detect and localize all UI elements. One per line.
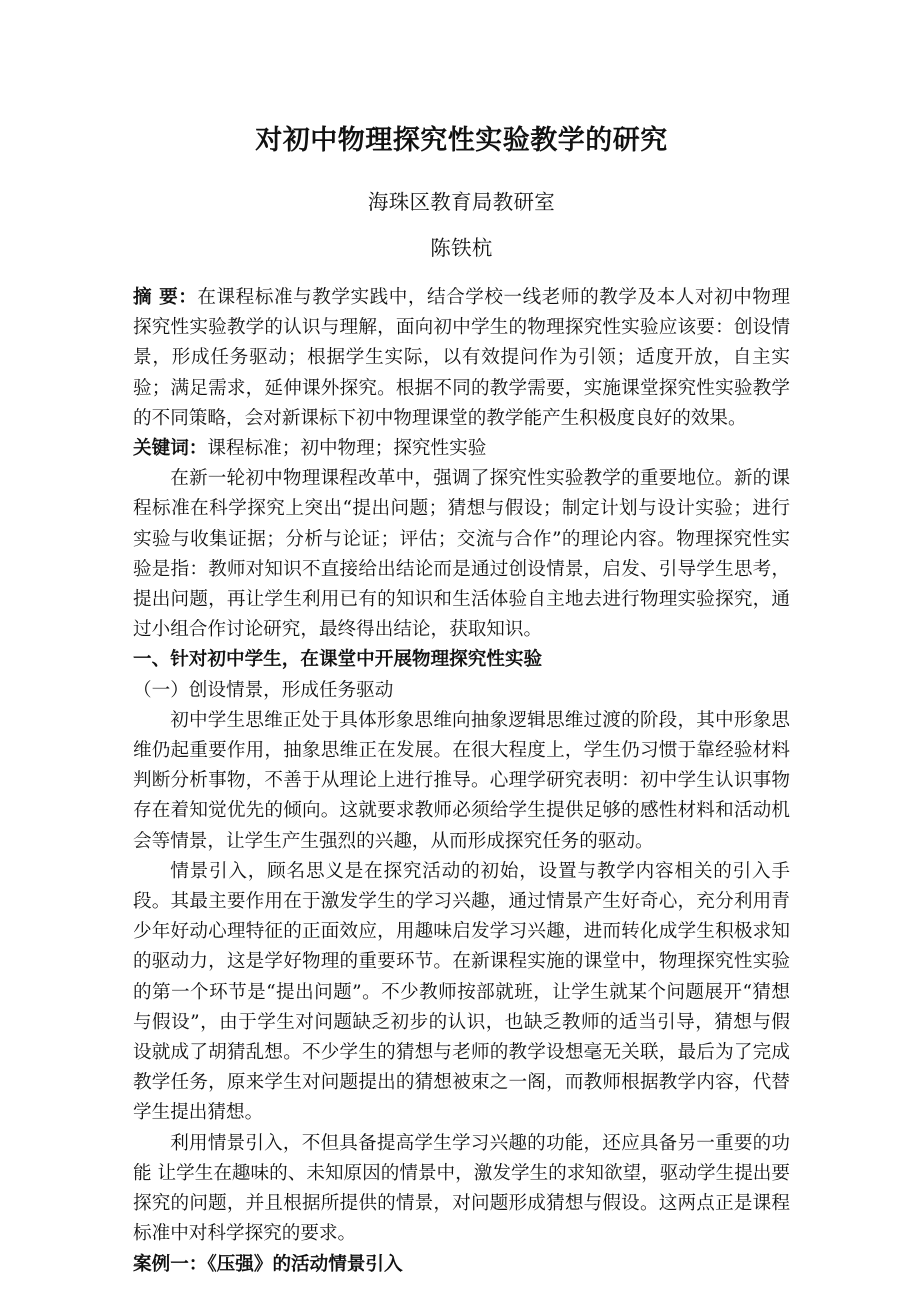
document-body (133, 263, 790, 1280)
abstract-paragraph (133, 283, 790, 434)
page-content (133, 0, 790, 1280)
abstract-label: 摘 要： (133, 287, 198, 308)
keywords-label: 关键词： (133, 438, 208, 460)
author-name: 陈铁杭 (430, 236, 493, 260)
keywords-text: 课程标准；初中物理；探究性实验 (207, 438, 487, 460)
abstract-text: 在课程标准与教学实践中，结合学校一线老师的教学及本人对初中物理探究性实验教学的认识与理解，面向初中学生的物理探究性实验应该要：创设情景，形成任务驱动；根据学生实际，以有效提问作为引领；适度开放，自主实验；满足需求，延伸课外探究。根据不同的教学需要，实施课堂探究性实验教学的不同策略，会对新课标下初中物理课堂的教学能产生积极度良好的效果。 (133, 287, 790, 429)
sub-heading-one-a: （一）创设情景，形成任务驱动 (133, 679, 394, 701)
case-heading-one: 案例一：《压强》的活动情景引入 (133, 1253, 403, 1275)
author-affiliation: 海珠区教育局教研室 (367, 190, 556, 214)
body-paragraph-2: 情景引入，顾名思义是在探究活动的初始，设置与教学内容相关的引入手段。其最主要作用在于激发学生的学习兴趣，通过情景产生好奇心，充分利用青少年好动心理特征的正面效应，用趣味启发学习兴趣，进而转化成学生积极求知的驱动力，这是学好物理的重要环节。在新课程实施的课堂中，物理探究性实验的第一个环节是“提出问题”。不少教师按部就班，让学生就某个问题展开“猜想与假设”，由于学生对问题缺乏初步的认识，也缺乏教师的适当引导，猜想与假设就成了胡猜乱想。不少学生的猜想与老师的教学设想毫无关联，最后为了完成教学任务，原来学生对问题提出的猜想被束之一阁，而教师根据教学内容，代替学生提出猜想。 (133, 860, 790, 1124)
keywords-paragraph (133, 434, 790, 464)
section-heading-one: 一、针对初中学生，在课堂中开展物理探究性实验 (133, 649, 543, 671)
body-paragraph-3: 利用情景引入，不但具备提高学生学习兴趣的功能，还应具备另一重要的功能 让学生在趣味的、未知原因的情景中，激发学生的求知欲望，驱动学生提出要探究的问题，并且根据所提供的情景，对问题形成猜想与假设。这两点正是课程标准中对科学探究的要求。 (133, 1132, 790, 1245)
body-paragraph-1: 初中学生思维正处于具体形象思维向抽象逻辑思维过渡的阶段，其中形象思维仍起重要作用，抽象思维正在发展。在很大程度上，学生仍习惯于靠经验材料判断分析事物，不善于从理论上进行推导。心理学研究表明：初中学生认识事物存在着知觉优先的倾向。这就要求教师必须给学生提供足够的感性材料和活动机会等情景，让学生产生强烈的兴趣，从而形成探究任务的驱动。 (133, 709, 790, 852)
page-title: 对初中物理探究性实验教学的研究 (255, 125, 668, 156)
intro-paragraph: 在新一轮初中物理课程改革中，强调了探究性实验教学的重要地位。新的课程标准在科学探究上突出“提出问题；猜想与假设；制定计划与设计实验；进行实验与收集证据；分析与论证；评估；交流与合作”的理论内容。物理探究性实验是指：教师对知识不直接给出结论而是通过创设情景，启发、引导学生思考，提出问题，再让学生利用已有的知识和生活体验自主地去进行物理实验探究，通过小组合作讨论研究，最终得出结论，获取知识。 (133, 468, 790, 641)
